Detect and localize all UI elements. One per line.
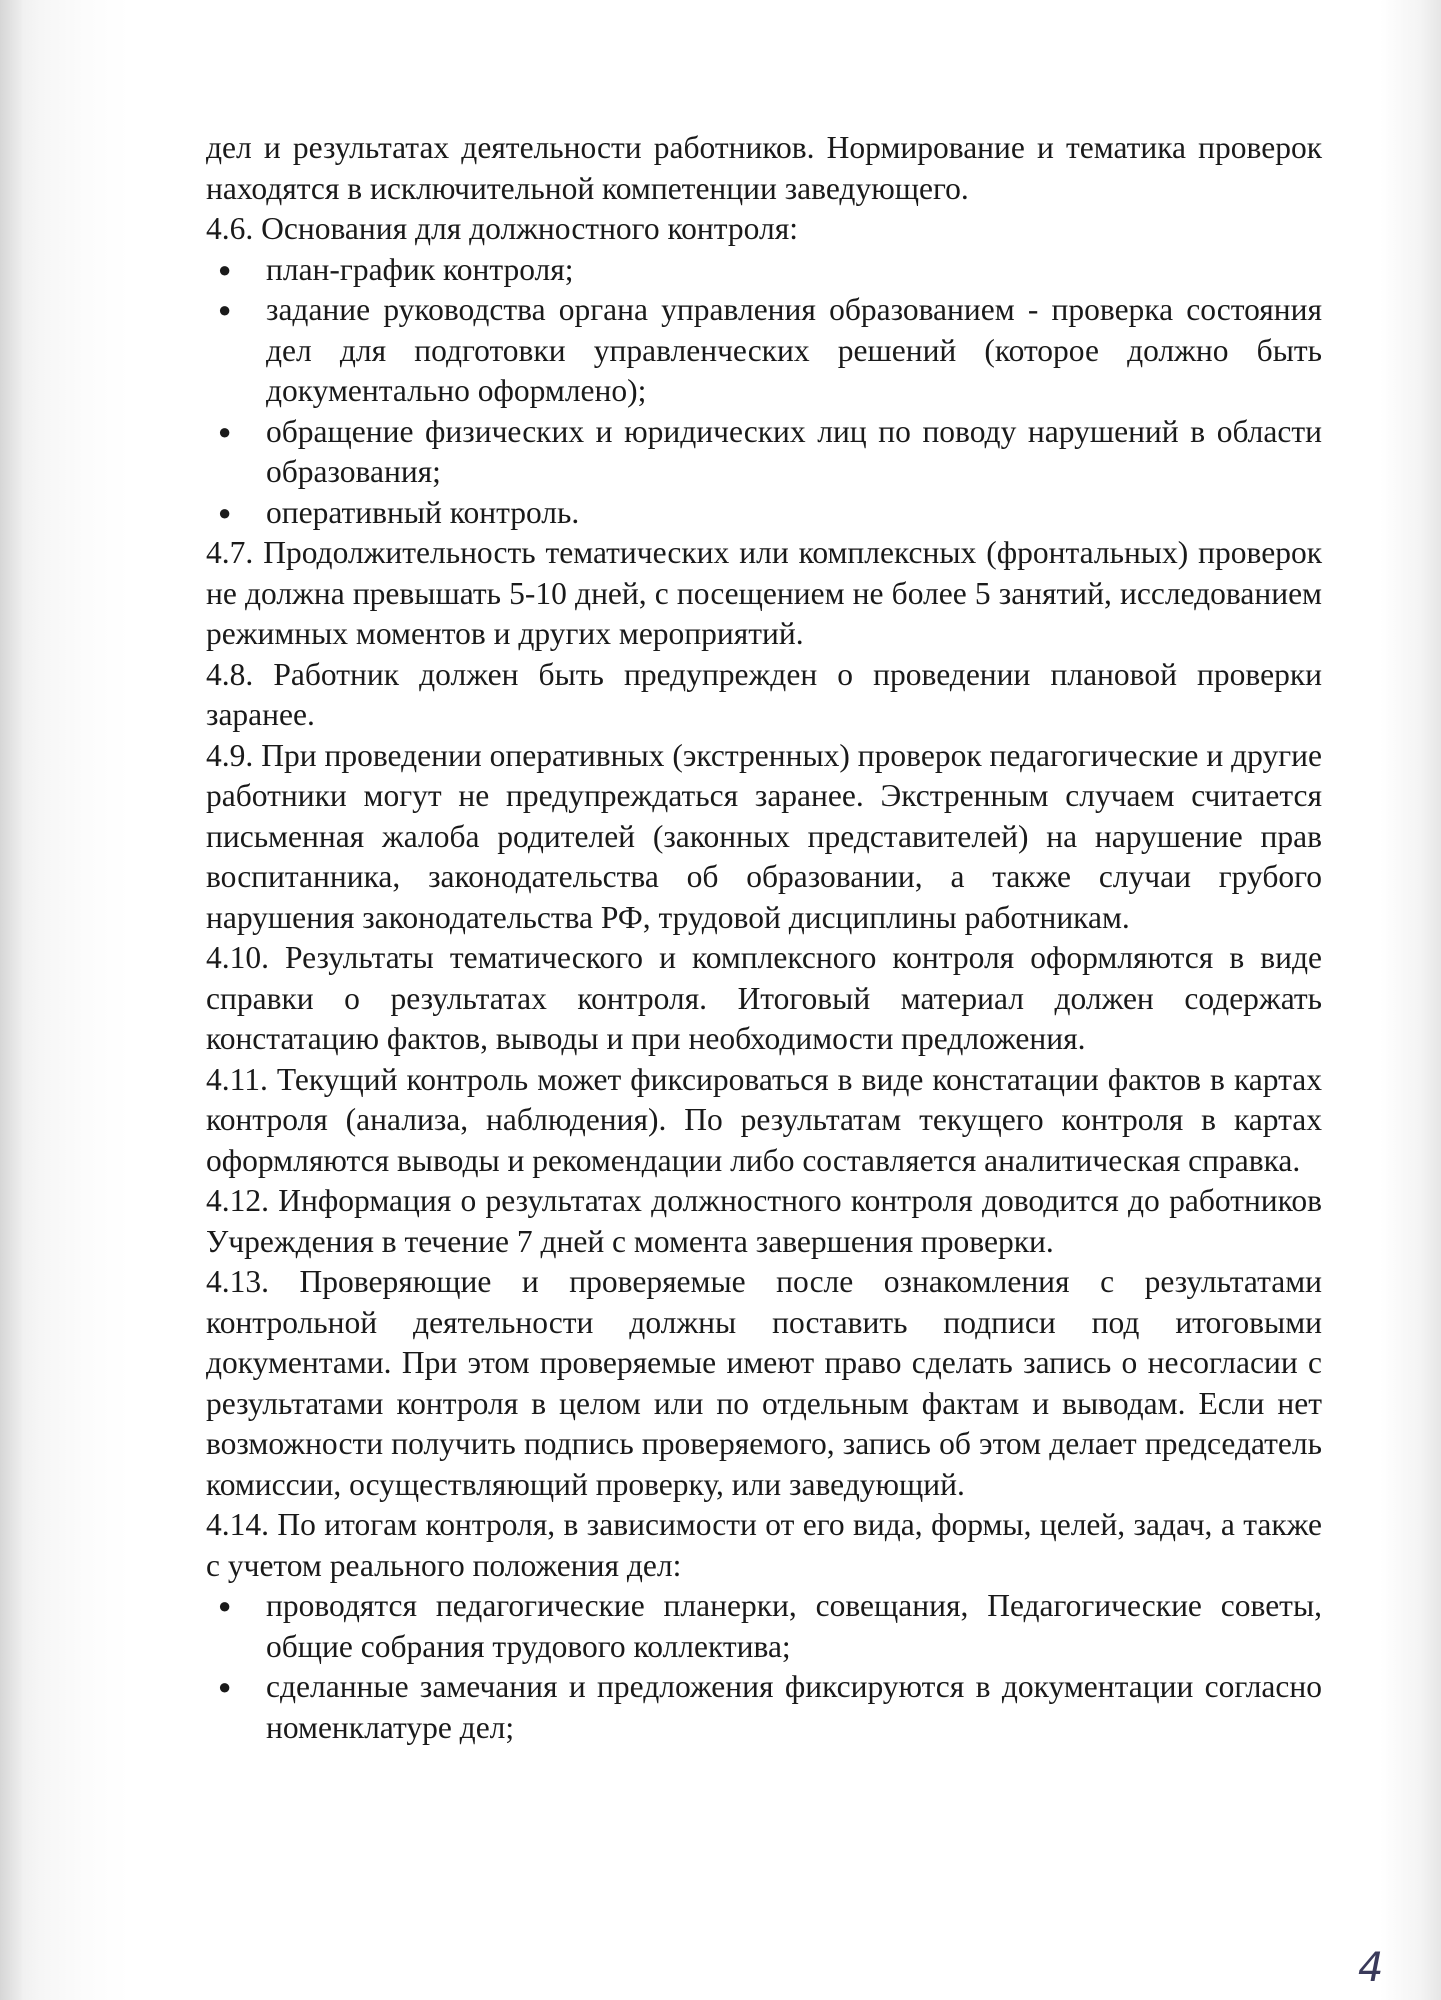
list-item: ● задание руководства органа управления образованием - проверка состояния дел для подготовки управленческих решений (которое должно быть документально оформлено); [218,292,1322,408]
section-4-13: 4.13. Проверяющие и проверяемые после ознакомления с результатами контрольной деятельности должны поставить подписи под итоговыми документами. При этом проверяемые имеют право сделать запись о несогласии с результатами контроля в целом или по отдельным фактам и выводам. Если нет возможности получить подпись проверяемого, запись об этом делает председатель комиссии, осуществляющий проверку, или заведующий. [206,1264,1322,1502]
section-4-6: 4.6. Основания для должностного контроля: [206,211,798,246]
list-item: ● оперативный контроль. [206,493,1322,534]
document-body [206,128,1322,1748]
list-item: ● план-график контроля; [206,250,1322,291]
bullet-icon: ● [218,418,232,444]
section-4-10: 4.10. Результаты тематического и комплексного контроля оформляются в виде справки о результатах контроля. Итоговый материал должен содержать констатацию фактов, выводы и при необходимости предложения. [206,940,1322,1056]
list-item: ● сделанные замечания и предложения фиксируются в документации согласно номенклатуре дел; [218,1669,1322,1745]
bullet-icon: ● [218,1674,232,1699]
section-4-12: 4.12. Информация о результатах должностного контроля доводится до работников Учреждения в течение 7 дней с момента завершения проверки. [206,1183,1322,1259]
section-4-7: 4.7. Продолжительность тематических или комплексных (фронтальных) проверок не должна превышать 5-10 дней, с посещением не более 5 занятий, исследованием режимных моментов и других мероприятий. [206,535,1322,651]
section-4-14: 4.14. По итогам контроля, в зависимости от его вида, формы, целей, задач, а также с учетом реального положения дел: [206,1507,1322,1583]
bullet-icon: ● [218,297,232,322]
list-item: ● обращение физических и юридических лиц по поводу нарушений в области образования; [218,413,1322,489]
bullet-icon: ● [218,1593,232,1618]
list-item: ● проводятся педагогические планерки, совещания, Педагогические советы, общие собрания трудового коллектива; [218,1588,1322,1664]
bullet-icon: ● [218,256,232,282]
page-number: 4 [1358,1945,1384,1991]
list-control-grounds [206,250,1322,534]
bullet-icon: ● [218,499,232,525]
section-4-11: 4.11. Текущий контроль может фиксироваться в виде констатации фактов в картах контроля (анализа, наблюдения). По результатам текущего контроля в картах оформляются выводы и рекомендации либо составляется аналитическая справка. [206,1061,1322,1178]
page-fold-shadow [0,0,22,2000]
paragraph-intro: дел и результатах деятельности работников. Нормирование и тематика проверок находятся в исключительной компетенции заведующего. [206,130,1322,206]
section-4-9: 4.9. При проведении оперативных (экстренных) проверок педагогические и другие работники могут не предупреждаться заранее. Экстренным случаем считается письменная жалоба родителей (законных представителей) на нарушение прав воспитанника, законодательства об образовании, а также случаи грубого нарушения законодательства РФ, трудовой дисциплины работникам. [206,737,1322,935]
list-control-outcomes [206,1586,1322,1748]
section-4-8: 4.8. Работник должен быть предупрежден о проведении плановой проверки заранее. [206,656,1322,732]
